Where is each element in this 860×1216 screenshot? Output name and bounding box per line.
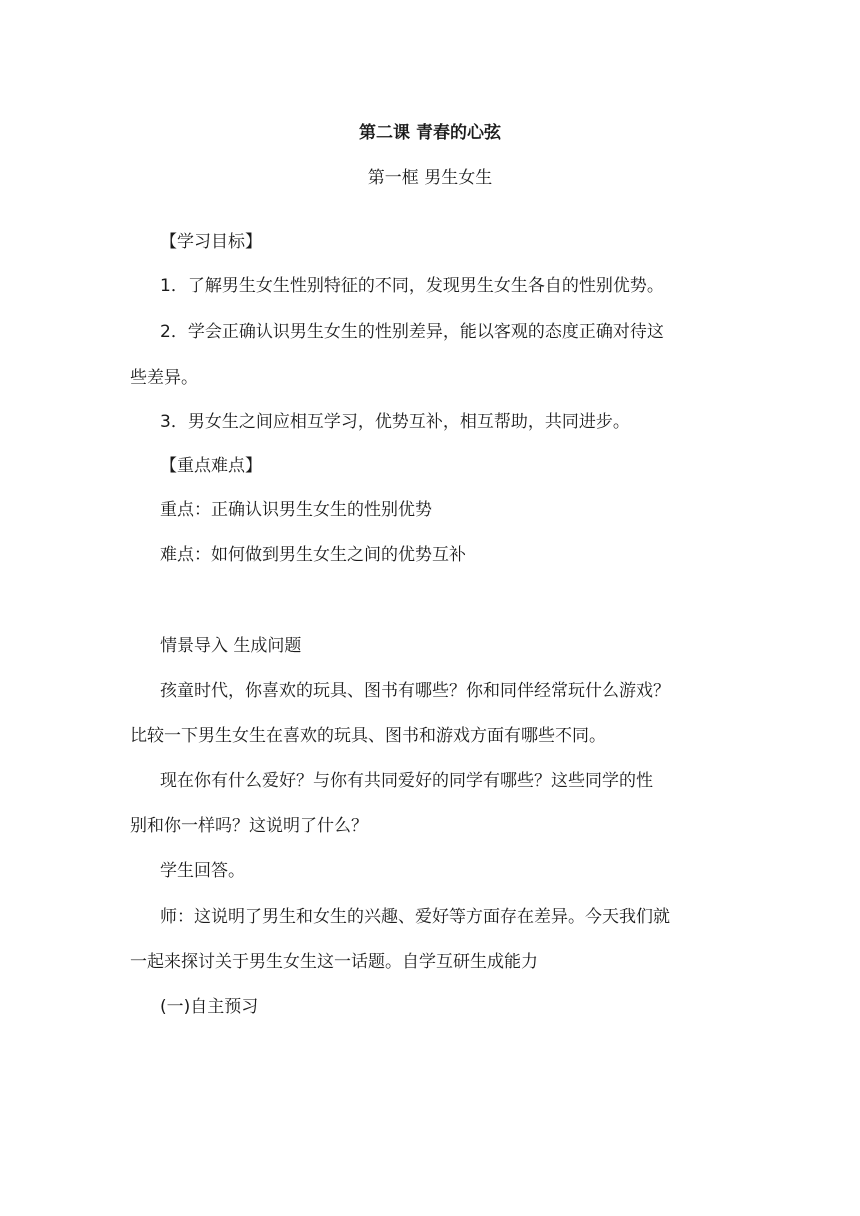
intro-paragraph-1-line-2: 比较一下男生女生在喜欢的玩具、图书和游戏方面有哪些不同。 [130,726,606,746]
intro-paragraph-1-line-1: 孩童时代，你喜欢的玩具、图书有哪些？你和同伴经常玩什么游戏？ [160,681,670,701]
intro-paragraph-3: 学生回答。 [160,861,245,881]
lesson-title: 第二课 青春的心弦 [359,123,501,143]
intro-paragraph-4-line-2: 一起来探讨关于男生女生这一话题。自学互研生成能力 [130,952,538,972]
key-points-heading: 【重点难点】 [160,456,262,476]
intro-paragraph-2-line-1: 现在你有什么爱好？与你有共同爱好的同学有哪些？这些同学的性 [160,771,653,791]
difficulty-point: 难点：如何做到男生女生之间的优势互补 [160,545,466,565]
key-point: 重点：正确认识男生女生的性别优势 [160,500,432,520]
objectives-heading: 【学习目标】 [160,232,262,252]
intro-paragraph-5: (一)自主预习 [160,997,259,1017]
objective-item-2-line-2: 些差异。 [130,368,198,388]
objective-item-3: 3．男女生之间应相互学习，优势互补，相互帮助，共同进步。 [160,412,630,432]
section-subtitle: 第一框 男生女生 [367,168,493,188]
objective-item-1: 1．了解男生女生性别特征的不同，发现男生女生各自的性别优势。 [160,276,664,296]
intro-paragraph-4-line-1: 师：这说明了男生和女生的兴趣、爱好等方面存在差异。今天我们就 [160,907,670,927]
objective-item-2-line-1: 2．学会正确认识男生女生的性别差异，能以客观的态度正确对待这 [160,322,664,342]
intro-heading: 情景导入 生成问题 [160,636,302,656]
intro-paragraph-2-line-2: 别和你一样吗？这说明了什么？ [130,816,368,836]
